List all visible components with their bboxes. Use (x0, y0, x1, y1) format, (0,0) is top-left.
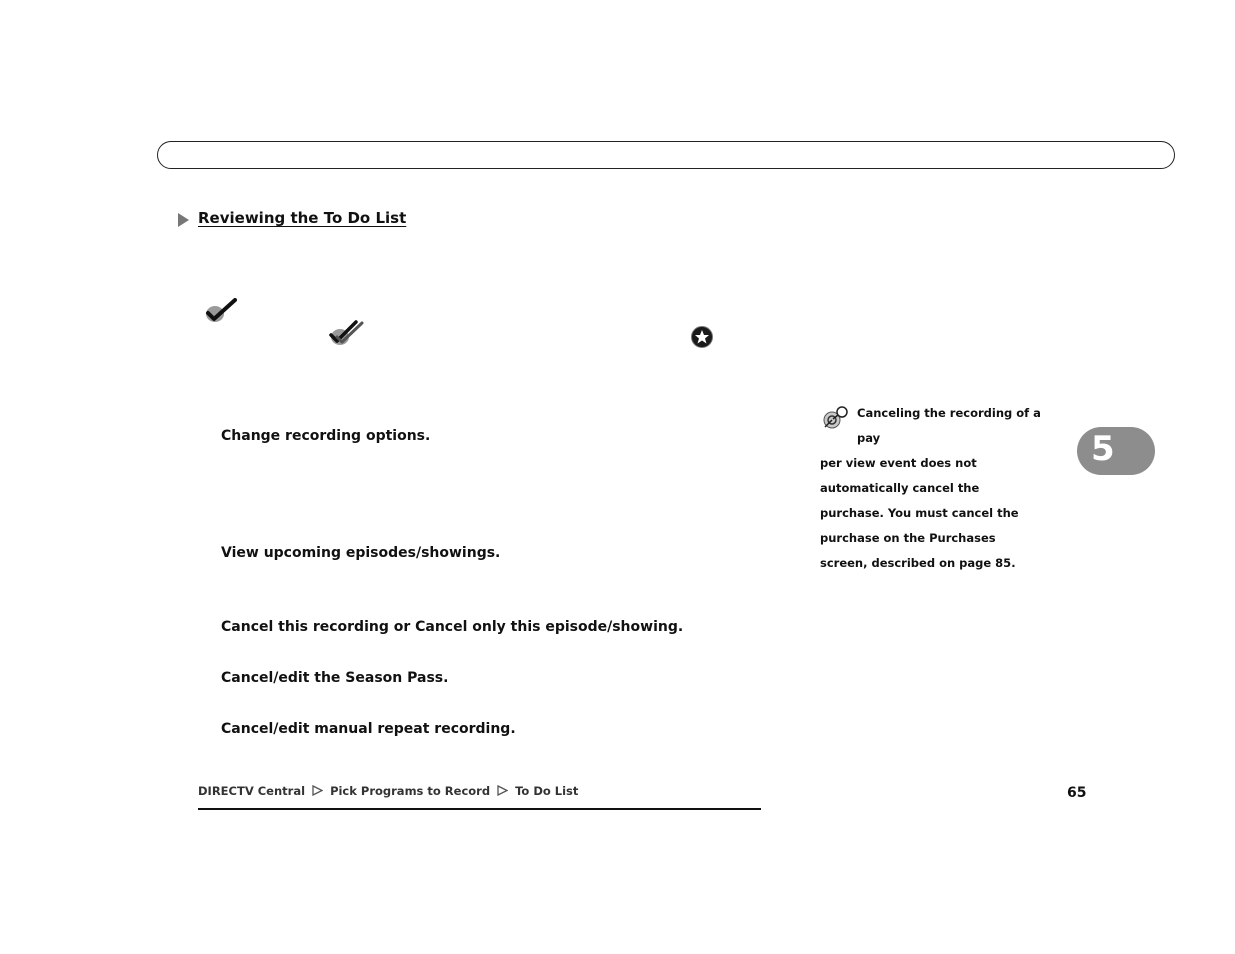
note-rest: per view event does not automatically cancel the purchase. You must cancel the purchase on the Purchases screen, described on page 85. (820, 456, 1019, 570)
double-checkmark-icon (328, 320, 364, 347)
chapter-number: 5 (1091, 429, 1115, 469)
breadcrumb-item: DIRECTV Central (198, 784, 306, 798)
breadcrumb (198, 784, 578, 798)
option-season-pass: Cancel/edit the Season Pass. (221, 670, 449, 686)
breadcrumb-item: Pick Programs to Record (330, 784, 491, 798)
page-number: 65 (1067, 785, 1087, 801)
breadcrumb-separator-icon (497, 785, 508, 796)
footer-rule (198, 808, 761, 810)
breadcrumb-item: To Do List (515, 784, 579, 798)
option-manual-repeat: Cancel/edit manual repeat recording. (221, 721, 516, 737)
option-cancel-recording: Cancel this recording or Cancel only this episode/showing. (221, 619, 684, 635)
star-circle-icon (690, 326, 714, 348)
section-arrow-icon (178, 213, 189, 227)
breadcrumb-separator-icon (312, 785, 323, 796)
header-bar (157, 141, 1175, 169)
note-first-line: Canceling the recording of a pay (857, 406, 1041, 445)
option-change-recording: Change recording options. (221, 428, 431, 444)
option-view-upcoming: View upcoming episodes/showings. (221, 545, 501, 561)
checkmark-icon (203, 298, 237, 324)
chapter-tab (1077, 427, 1155, 475)
section-title: Reviewing the To Do List (198, 209, 407, 227)
note-text (820, 401, 1045, 576)
